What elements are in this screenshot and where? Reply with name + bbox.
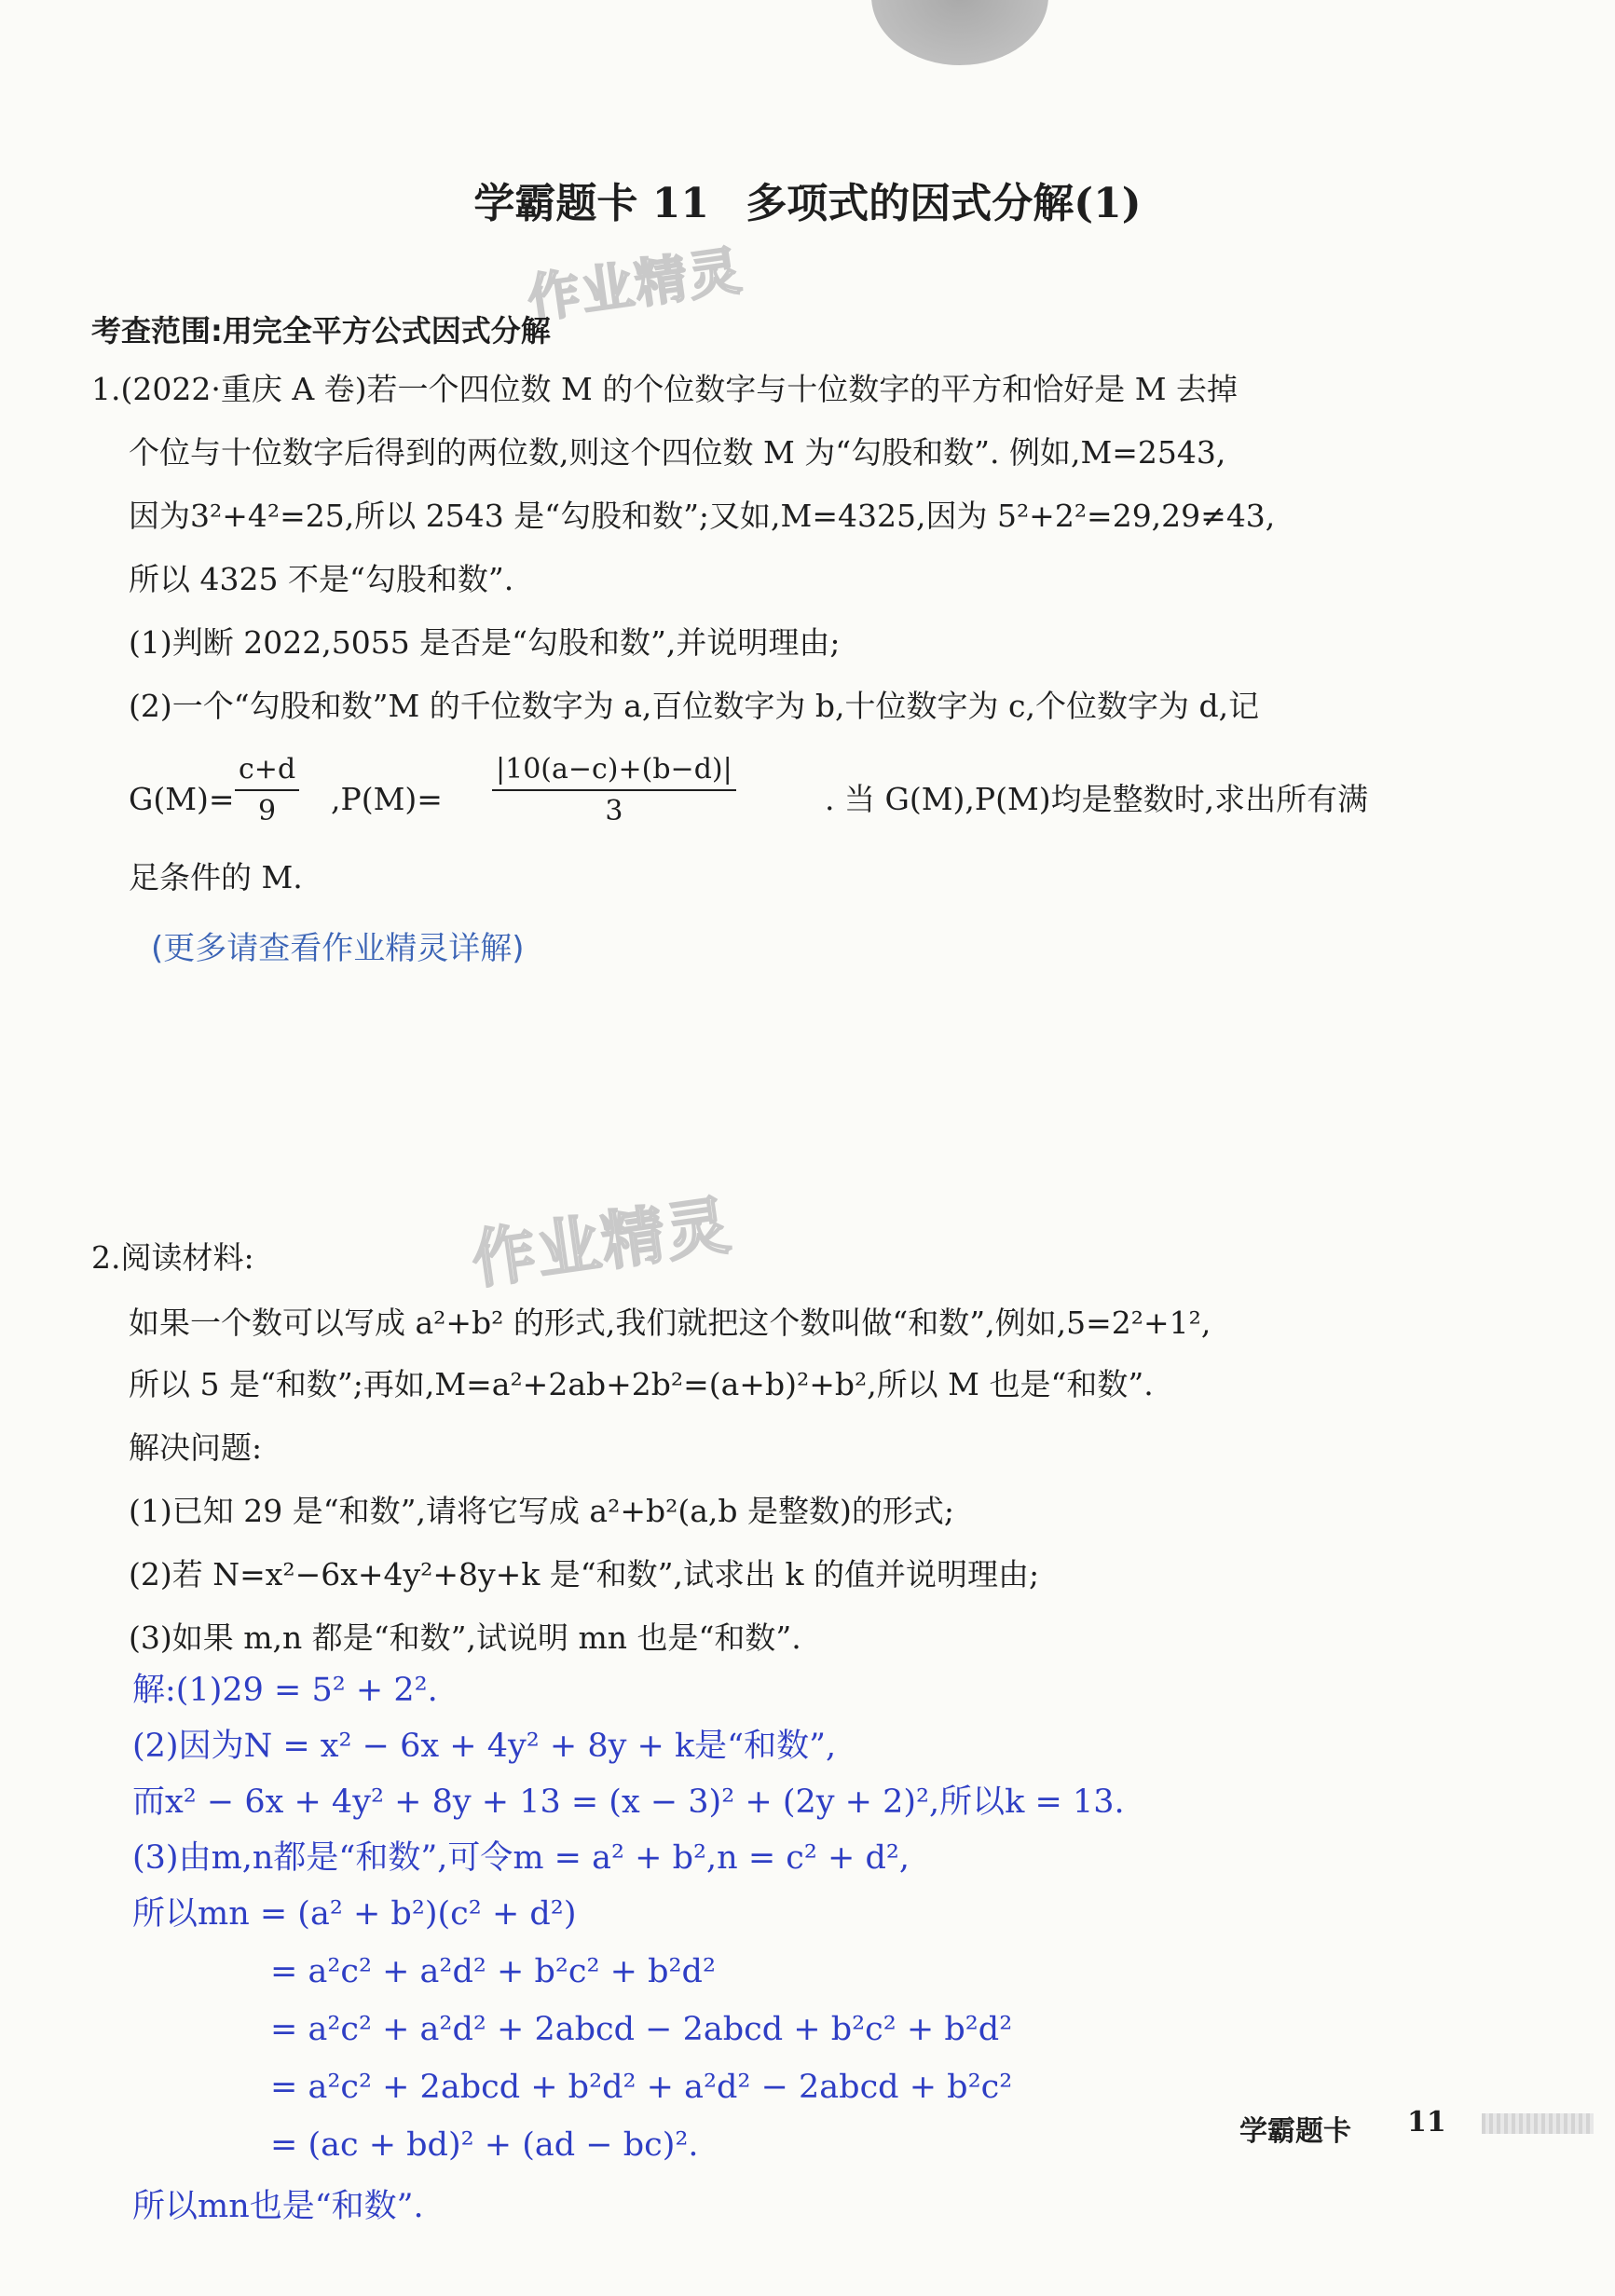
page-title <box>0 170 1615 229</box>
answer-line: = (ac + bd)² + (ad − bc)². <box>270 2126 699 2164</box>
fraction-p-numerator: |10(a−c)+(b−d)| <box>492 753 736 791</box>
answer-line: (3)由m,n都是“和数”,可令m = a² + b²,n = c² + d², <box>132 1839 910 1877</box>
answer-line: 所以mn = (a² + b²)(c² + d²) <box>132 1895 577 1933</box>
q2-sub1: (1)已知 29 是“和数”,请将它写成 a²+b²(a,b 是整数)的形式; <box>129 1493 954 1529</box>
q2-line: 如果一个数可以写成 a²+b² 的形式,我们就把这个数叫做“和数”,例如,5=2²+1², <box>129 1305 1211 1341</box>
formula-lead: G(M)= <box>129 781 235 817</box>
q1-line: 因为3²+4²=25,所以 2543 是“勾股和数”;又如,M=4325,因为 5²+2²=29,29≠43, <box>129 498 1276 534</box>
page-number: 11 <box>1407 2106 1446 2139</box>
title-left: 学霸题卡 11 <box>473 180 709 227</box>
footer-label: 学霸题卡 <box>1239 2115 1351 2148</box>
fraction-p <box>492 753 736 827</box>
q1-line: 1.(2022·重庆 A 卷)若一个四位数 M 的个位数字与十位数字的平方和恰好是 M 去掉 <box>91 371 1239 407</box>
title-right: 多项式的因式分解(1) <box>746 180 1142 227</box>
formula-tail: . 当 G(M),P(M)均是整数时,求出所有满 <box>825 781 1369 817</box>
footer-decoration <box>1482 2113 1594 2134</box>
fraction-p-denominator: 3 <box>605 795 623 827</box>
q1-last-line: 足条件的 M. <box>129 859 303 895</box>
decorative-blob <box>871 0 1048 65</box>
q2-line: 所以 5 是“和数”;再如,M=a²+2ab+2b²=(a+b)²+b²,所以 M 也是“和数”. <box>129 1366 1154 1402</box>
q1-line: 所以 4325 不是“勾股和数”. <box>129 561 514 597</box>
more-details-link[interactable]: (更多请查看作业精灵详解) <box>151 930 525 967</box>
watermark: 作业精灵 <box>467 1188 736 1299</box>
q1-sub1: (1)判断 2022,5055 是否是“勾股和数”,并说明理由; <box>129 624 841 661</box>
q2-heading: 2.阅读材料: <box>91 1239 254 1276</box>
q2-solve-heading: 解决问题: <box>129 1429 263 1466</box>
q2-sub2: (2)若 N=x²−6x+4y²+8y+k 是“和数”,试求出 k 的值并说明理由; <box>129 1556 1040 1592</box>
exam-scope: 考查范围:用完全平方公式因式分解 <box>91 313 551 348</box>
fraction-g-numerator: c+d <box>235 753 299 791</box>
q1-sub2: (2)一个“勾股和数”M 的千位数字为 a,百位数字为 b,十位数字为 c,个位数字为 d,记 <box>129 688 1260 724</box>
fraction-g-denominator: 9 <box>258 795 277 827</box>
fraction-g <box>235 753 299 827</box>
answer-line: = a²c² + a²d² + b²c² + b²d² <box>270 1953 716 1990</box>
q1-line: 个位与十位数字后得到的两位数,则这个四位数 M 为“勾股和数”. 例如,M=2543, <box>129 434 1226 471</box>
q2-sub3: (3)如果 m,n 都是“和数”,试说明 mn 也是“和数”. <box>129 1620 801 1656</box>
answer-line: 解:(1)29 = 5² + 2². <box>132 1672 438 1709</box>
answer-line: = a²c² + 2abcd + b²d² + a²d² − 2abcd + b²c² <box>270 2069 1013 2106</box>
formula-mid: ,P(M)= <box>331 781 443 817</box>
answer-conclusion: 所以mn也是“和数”. <box>132 2188 424 2225</box>
answer-line: = a²c² + a²d² + 2abcd − 2abcd + b²c² + b²d² <box>270 2011 1013 2048</box>
watermark: 作业精灵 <box>524 240 747 331</box>
answer-line: (2)因为N = x² − 6x + 4y² + 8y + k是“和数”, <box>132 1728 837 1765</box>
answer-line: 而x² − 6x + 4y² + 8y + 13 = (x − 3)² + (2y + 2)²,所以k = 13. <box>132 1784 1125 1821</box>
